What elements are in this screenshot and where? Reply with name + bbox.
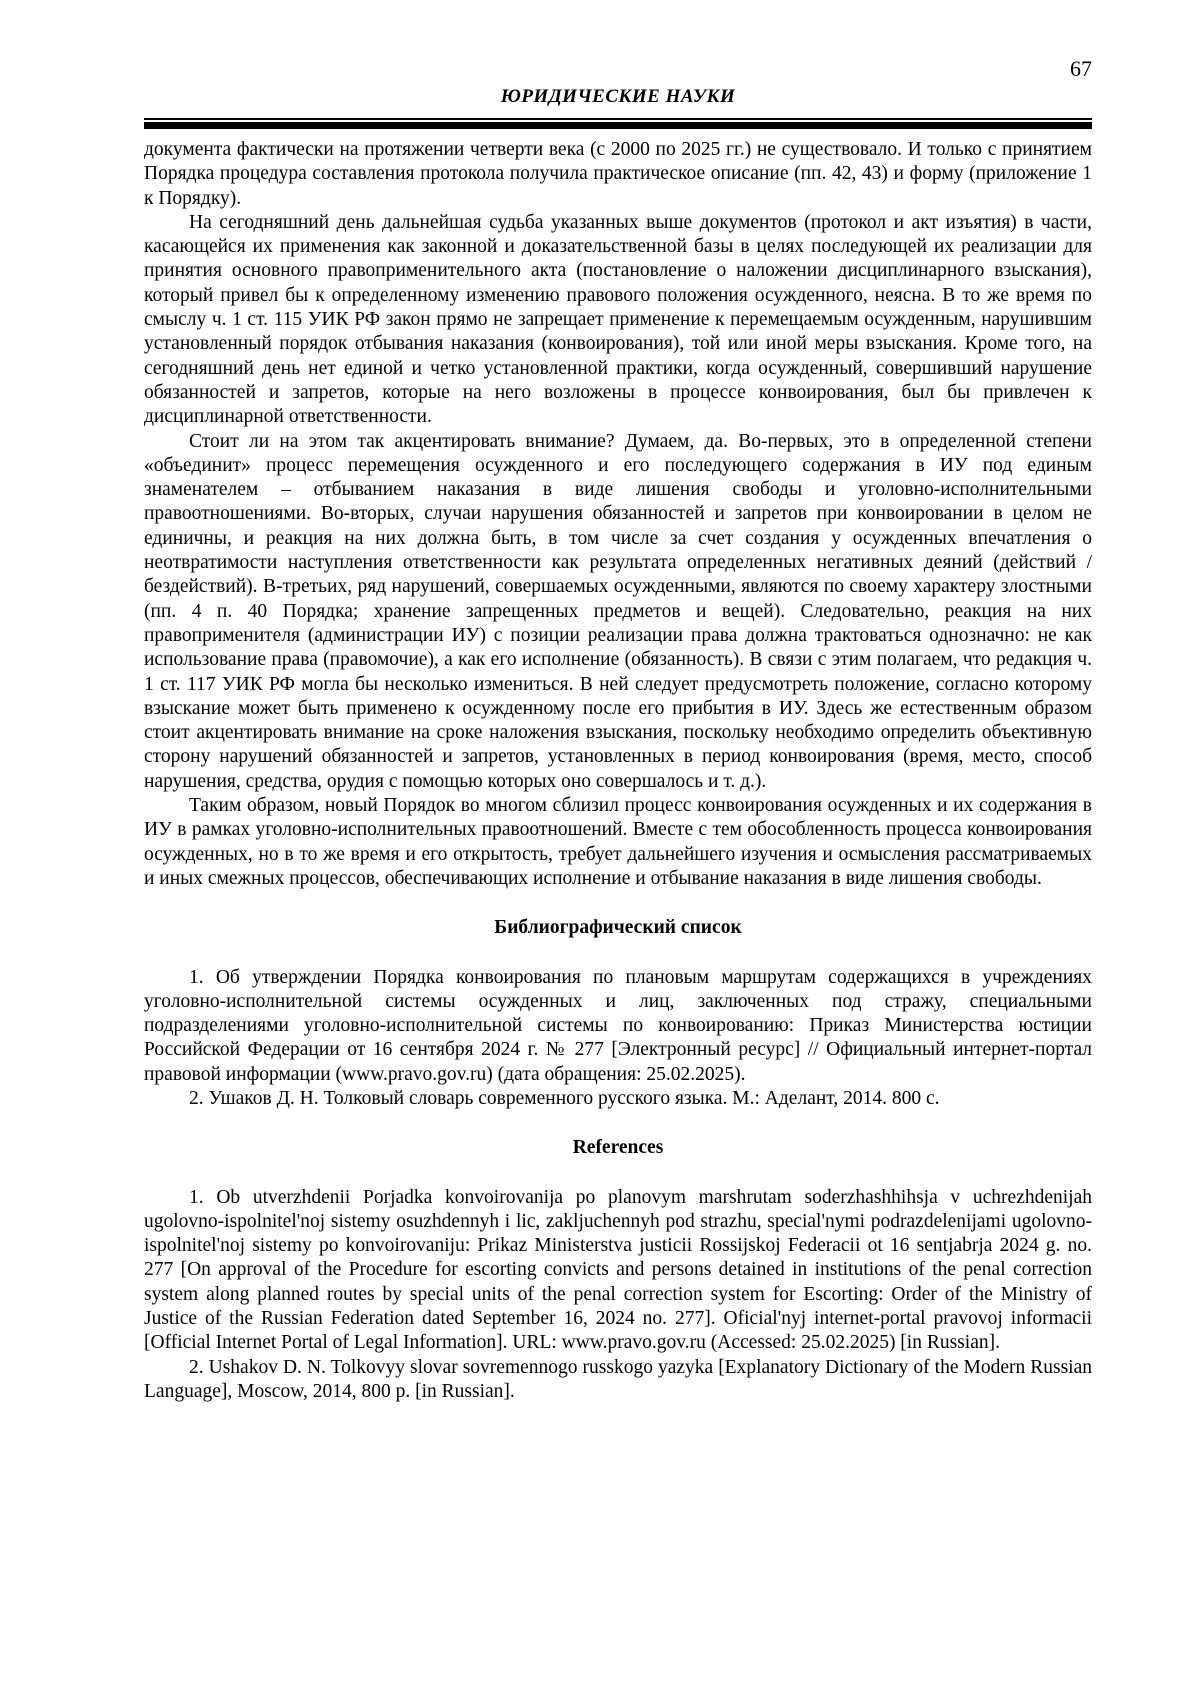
references-heading: References <box>572 1137 664 1159</box>
page-number: 67 <box>1070 56 1092 81</box>
references-list <box>144 1186 1092 1405</box>
running-head: ЮРИДИЧЕСКИЕ НАУКИ <box>500 86 736 107</box>
bibliography-item: 1. Об утверждении Порядка конвоирования по плановым маршрутам содержащихся в учреждениях уголовно-исполнительной системы осужденных и лиц, заключенных под стражу, специальными подразделениями уголовно-исполнительной системы по конвоированию: Приказ Министерства юстиции Российской Федерации от 16 сентября 2024 г. № 277 [Электронный ресурс] // Официальный интернет-портал правовой информации (www.pravo.gov.ru) (дата обращения: 25.02.2025). <box>144 966 1092 1085</box>
body-paragraph: На сегодняшний день дальнейшая судьба указанных выше документов (протокол и акт изъятия) в части, касающейся их применения как законной и доказательственной базы в целях последующей их реализации для принятия основного правоприменительного акта (постановление о наложении дисциплинарного взыскания), который привел бы к определенному изменению правового положения осужденного, неясна. В то же время по смыслу ч. 1 ст. 115 УИК РФ закон прямо не запрещает применение к перемещаемым осужденным, нарушившим установленный порядок отбывания наказания (конвоирования), той или иной меры взыскания. Кроме того, на сегодняшний день нет единой и четко установленной практики, когда осужденный, совершивший нарушение обязанностей и запретов, которые на него возложены в процессе конвоирования, был бы привлечен к дисциплинарной ответственности. <box>144 211 1092 428</box>
bibliography-heading: Библиографический список <box>494 917 742 939</box>
body-paragraph: документа фактически на протяжении четверти века (с 2000 по 2025 гг.) не существовало. И только с принятием Порядка процедура составления протокола получила практическое описание (пп. 42, 43) и форму (приложение 1 к Порядку). <box>144 139 1092 209</box>
header-divider-thick-line <box>144 122 1092 129</box>
bibliography-list <box>144 966 1092 1112</box>
reference-item: 1. Ob utverzhdenii Porjadka konvoirovanija po planovym marshrutam soderzhashhihsja v uchrezhdenijah ugolovno-ispolnitel'noj sistemy osuzhdennyh i lic, zakljuchennyh pod strazhu, special'nymi podrazdelenijami ugolovno-ispolnitel'noj sistemy po konvoirovaniju: Prikaz Ministerstva justicii Rossijskoj Federacii ot 16 sentjabrja 2024 g. no. 277 [On approval of the Procedure for escorting convicts and persons detained in institutions of the penal correction system along planned routes by special units of the penal correction system for Escorting: Order of the Ministry of Justice of the Russian Federation dated September 16, 2024 no. 277]. Oficial'nyj internet-portal pravovoj informacii [Official Internet Portal of Legal Information]. URL: www.pravo.gov.ru (Accessed: 25.02.2025) [in Russian]. <box>144 1186 1092 1354</box>
header-divider <box>144 118 1092 129</box>
body-paragraph: Стоит ли на этом так акцентировать внимание? Думаем, да. Во-первых, это в определенной степени «объединит» процесс перемещения осужденного и его последующего содержания в ИУ под единым знаменателем – отбыванием наказания в виде лишения свободы и уголовно-исполнительными правоотношениями. Во-вторых, случаи нарушения обязанностей и запретов при конвоировании в целом не единичны, и реакция на них должна быть, в том числе за счет создания у осужденных впечатления о неотвратимости наступления ответственности как результата определенных негативных деяний (действий / бездействий). В-третьих, ряд нарушений, совершаемых осужденными, являются по своему характеру злостными (пп. 4 п. 40 Порядка; хранение запрещенных предметов и вещей). Следовательно, реакция на них правоприменителя (администрации ИУ) с позиции реализации права должна трактоваться однозначно: не как использование права (правомочие), а как его исполнение (обязанность). В связи с этим полагаем, что редакция ч. 1 ст. 117 УИК РФ могла бы несколько измениться. В ней следует предусмотреть положение, согласно которому взыскание может быть применено к осужденному после его прибытия в ИУ. Здесь же естественным образом стоит акцентировать внимание на сроке наложения взыскания, поскольку необходимо определить объективную сторону нарушений обязанностей и запретов, установленных в период конвоирования (время, место, способ нарушения, средства, орудия с помощью которых оно совершалось и т. д.). <box>144 430 1092 792</box>
reference-item: 2. Ushakov D. N. Tolkovyy slovar sovremennogo russkogo yazyka [Explanatory Dictionary of the Modern Russian Language], Moscow, 2014, 800 p. [in Russian]. <box>144 1356 1092 1402</box>
article-body <box>144 138 1092 1404</box>
body-paragraph: Таким образом, новый Порядок во многом сблизил процесс конвоирования осужденных и их содержания в ИУ в рамках уголовно-исполнительных правоотношений. Вместе с тем обособленность процесса конвоирования осужденных, но в то же время и его открытость, требует дальнейшего изучения и осмысления рассматриваемых и иных смежных процессов, обеспечивающих исполнение и отбывание наказания в виде лишения свободы. <box>144 795 1092 889</box>
bibliography-item: 2. Ушаков Д. Н. Толковый словарь современного русского языка. М.: Аделант, 2014. 800 с. <box>189 1087 940 1109</box>
